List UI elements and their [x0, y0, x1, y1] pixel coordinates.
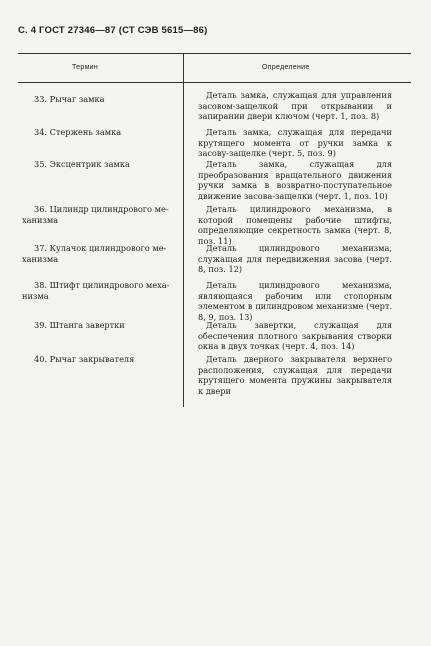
term-line: 40. Рычаг закрывателя: [34, 354, 135, 364]
term-line: 39. Штанга завертки: [34, 320, 125, 330]
definition-text: Деталь завертки, служащая для обеспечения плотного закрывания створки окна в двух точках (черт. 4, поз. 14): [198, 320, 392, 352]
table-header-rule: [18, 82, 411, 83]
term-line: 36. Цилиндр цилиндрового ме-: [34, 204, 169, 214]
page-header: С. 4 ГОСТ 27346—87 (СТ СЭВ 5615—86): [18, 25, 208, 36]
term-line: 35. Эксцентрик замка: [34, 159, 130, 169]
term-line: 37. Кулачок цилиндрового ме-: [34, 243, 167, 253]
definition-text: Деталь замка, служащая для передачи крутящего момента от ручки замка к засову-защелке (черт. 5, поз. 9): [198, 127, 392, 159]
table-top-rule: [18, 53, 411, 54]
term-line: 33. Рычаг замка: [34, 94, 105, 104]
term-text: [22, 280, 176, 301]
term-text: [22, 243, 176, 264]
column-header-definition: Определение: [262, 64, 310, 71]
term-line-continuation: низма: [22, 290, 49, 301]
definition-text: Деталь дверного закрывателя верхнего расположения, служащая для передачи крутящего момента пружины закрывателя к двери: [198, 354, 392, 396]
table-column-divider: [183, 53, 184, 407]
term-line: 34. Стержень замка: [34, 127, 122, 137]
column-header-term: Термин: [72, 64, 99, 71]
term-text: [34, 127, 176, 138]
term-text: [34, 320, 176, 331]
term-line-continuation: ханизма: [22, 214, 59, 225]
term-text: [34, 354, 176, 365]
definition-text: Деталь замка, служащая для управления засовом-защелкой при открывании и запирании двери ключом (черт. 1, поз. 8): [198, 90, 392, 122]
term-line: 38. Штифт цилиндрового меха-: [34, 280, 170, 290]
definition-text: Деталь цилиндрового механизма, в которой помещены рабочие штифты, определяющие секретность замка (черт. 8, поз. 11): [198, 204, 392, 246]
definition-text: Деталь цилиндрового механизма, служащая для передвижения засова (черт. 8, поз. 12): [198, 243, 392, 275]
term-text: [34, 94, 176, 105]
term-line-continuation: ханизма: [22, 253, 59, 264]
term-text: [34, 159, 176, 170]
term-text: [22, 204, 176, 225]
definition-text: Деталь замка, служащая для преобразования вращательного движения ручки замка в возвратно-поступательное движение засова-защелки (черт. 1, поз. 10): [198, 159, 392, 201]
definition-text: Деталь цилиндрового механизма, являющаяся рабочим или стопорным элементом в цилиндровом механизме (черт. 8, 9, поз. 13): [198, 280, 392, 322]
